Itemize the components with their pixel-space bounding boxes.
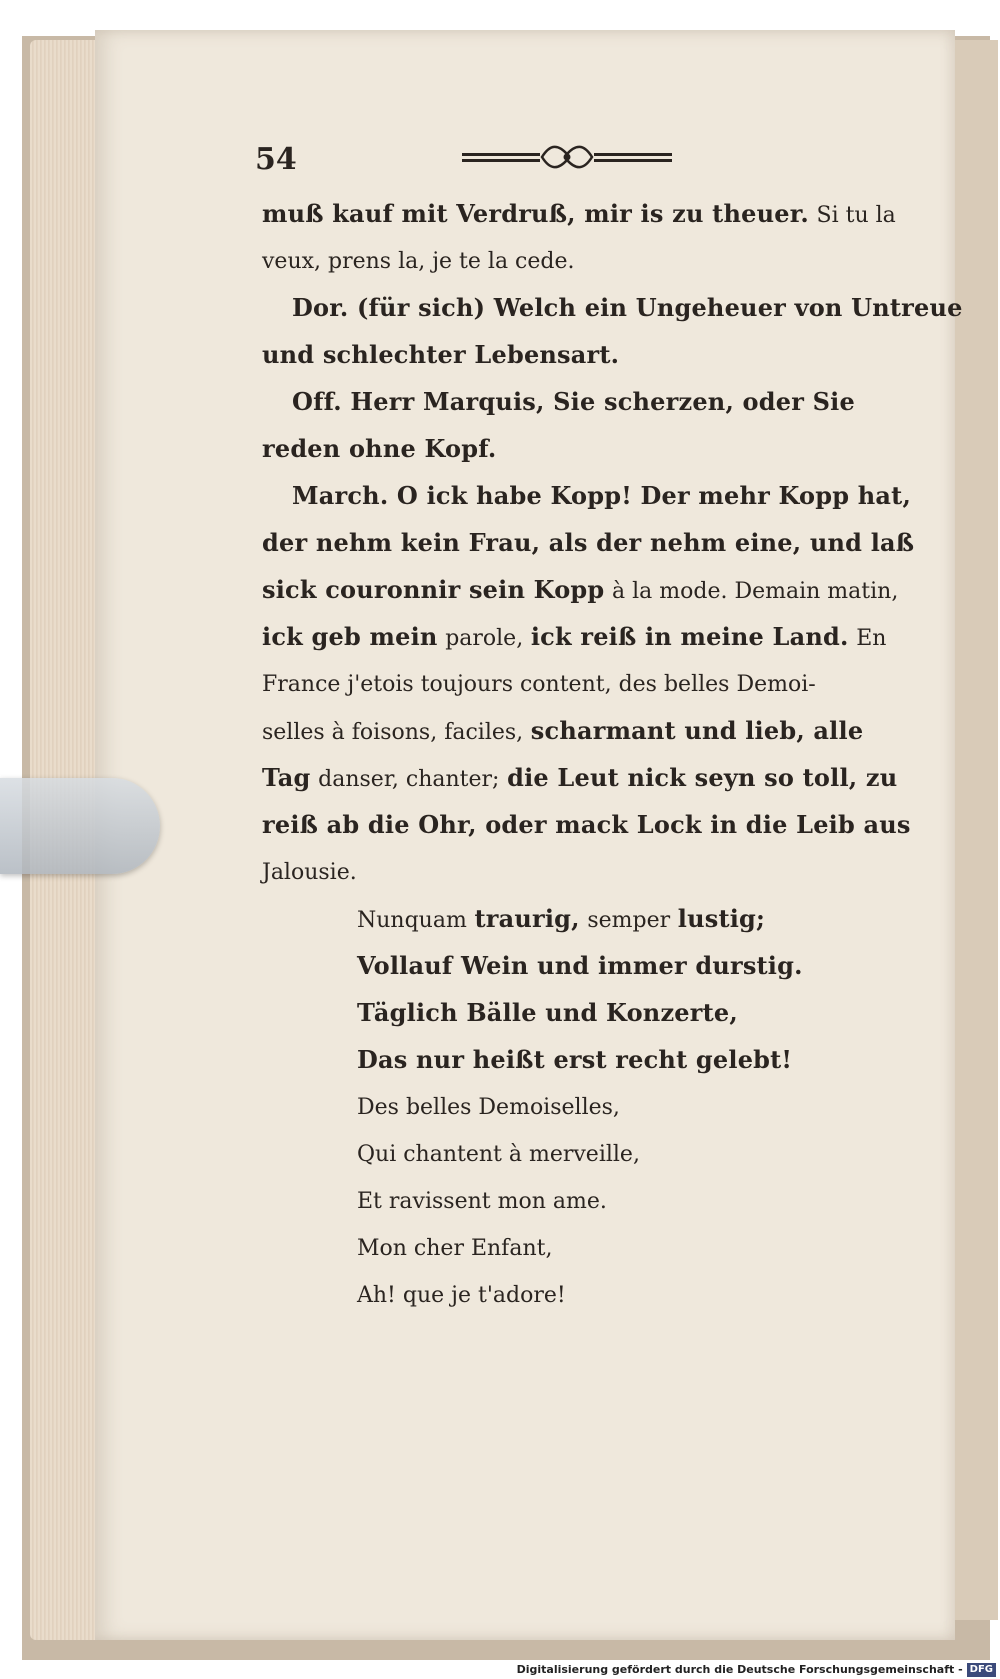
verse-line	[262, 1271, 892, 1318]
text-segment: veux, prens la, je te la cede.	[262, 249, 575, 274]
text-segment: die Leut nick seyn so toll, zu	[507, 763, 898, 792]
text-line	[262, 519, 915, 566]
text-segment: muß kauf mit Verdruß, mir is zu theuer.	[262, 199, 809, 228]
text-segment: Si tu la	[816, 203, 896, 228]
footer-credit	[0, 1660, 1000, 1679]
text-segment: scharmant und lieb, alle	[530, 716, 864, 745]
text-segment: semper	[587, 908, 671, 933]
text-segment: reden ohne Kopf.	[262, 434, 497, 463]
text-segment: Täglich Bälle und Konzerte,	[357, 998, 738, 1027]
text-segment: lustig;	[677, 904, 766, 933]
text-segment: danser, chanter;	[318, 767, 500, 792]
text-segment: ick reiß in meine Land.	[530, 622, 849, 651]
text-line	[262, 331, 892, 378]
text-segment: parole,	[445, 626, 524, 651]
text-segment: En	[856, 626, 887, 651]
verse-line	[262, 989, 892, 1036]
text-line	[262, 707, 892, 754]
text-segment: Vollauf Wein und immer durstig.	[357, 951, 803, 980]
text-line	[262, 660, 892, 707]
text-line	[262, 472, 912, 519]
text-segment: sick couronnir sein Kopp	[262, 575, 605, 604]
text-line	[262, 425, 892, 472]
text-segment: Des belles Demoiselles,	[357, 1095, 620, 1120]
verse-line	[262, 895, 892, 942]
text-segment: reiß ab die Ohr, oder mack Lock in die Leib aus	[262, 810, 911, 839]
text-segment: France j'etois toujours content, des belles Demoi-	[262, 672, 816, 697]
text-segment: ick geb mein	[262, 622, 438, 651]
text-line	[262, 848, 892, 895]
verse-line	[262, 942, 892, 989]
text-line	[262, 613, 892, 660]
text-line	[262, 566, 899, 613]
scanner-clip	[0, 778, 160, 874]
footer-text: Digitalisierung gefördert durch die Deutsche Forschungsgemeinschaft -	[516, 1663, 963, 1676]
text-segment: Qui chantent à merveille,	[357, 1142, 640, 1167]
text-line	[262, 190, 896, 237]
ornament-icon	[462, 140, 672, 174]
verse-line	[262, 1130, 892, 1177]
text-line	[262, 284, 963, 331]
dfg-logo: DFG	[967, 1663, 996, 1677]
text-line	[262, 754, 898, 801]
text-segment: der nehm kein Frau, als der nehm eine, und laß	[262, 528, 915, 557]
text-segment: Nunquam	[357, 908, 467, 933]
text-line	[262, 237, 892, 284]
text-segment: March. O ick habe Kopp! Der mehr Kopp hat,	[292, 481, 912, 510]
verse-line	[262, 1177, 892, 1224]
text-segment: Das nur heißt erst recht gelebt!	[357, 1045, 793, 1074]
text-line	[262, 801, 911, 848]
text-segment: Et ravissent mon ame.	[357, 1189, 607, 1214]
page-number: 54	[255, 142, 297, 177]
text-segment: Dor. (für sich) Welch ein Ungeheuer von Untreue	[292, 293, 963, 322]
text-segment: selles à foisons, faciles,	[262, 720, 524, 745]
text-segment: Mon cher Enfant,	[357, 1236, 553, 1261]
text-segment: traurig,	[474, 904, 580, 933]
verse-line	[262, 1036, 892, 1083]
verse-line	[262, 1224, 892, 1271]
text-segment: Ah! que je t'adore!	[357, 1283, 566, 1308]
text-segment: Tag	[262, 763, 311, 792]
text-line	[262, 378, 892, 425]
text-segment: und schlechter Lebensart.	[262, 340, 620, 369]
text-segment: à la mode. Demain matin,	[612, 579, 899, 604]
page-text	[262, 190, 963, 1318]
text-segment: Off. Herr Marquis, Sie scherzen, oder Sie	[292, 387, 855, 416]
verse-line	[262, 1083, 892, 1130]
text-segment: Jalousie.	[262, 860, 357, 885]
